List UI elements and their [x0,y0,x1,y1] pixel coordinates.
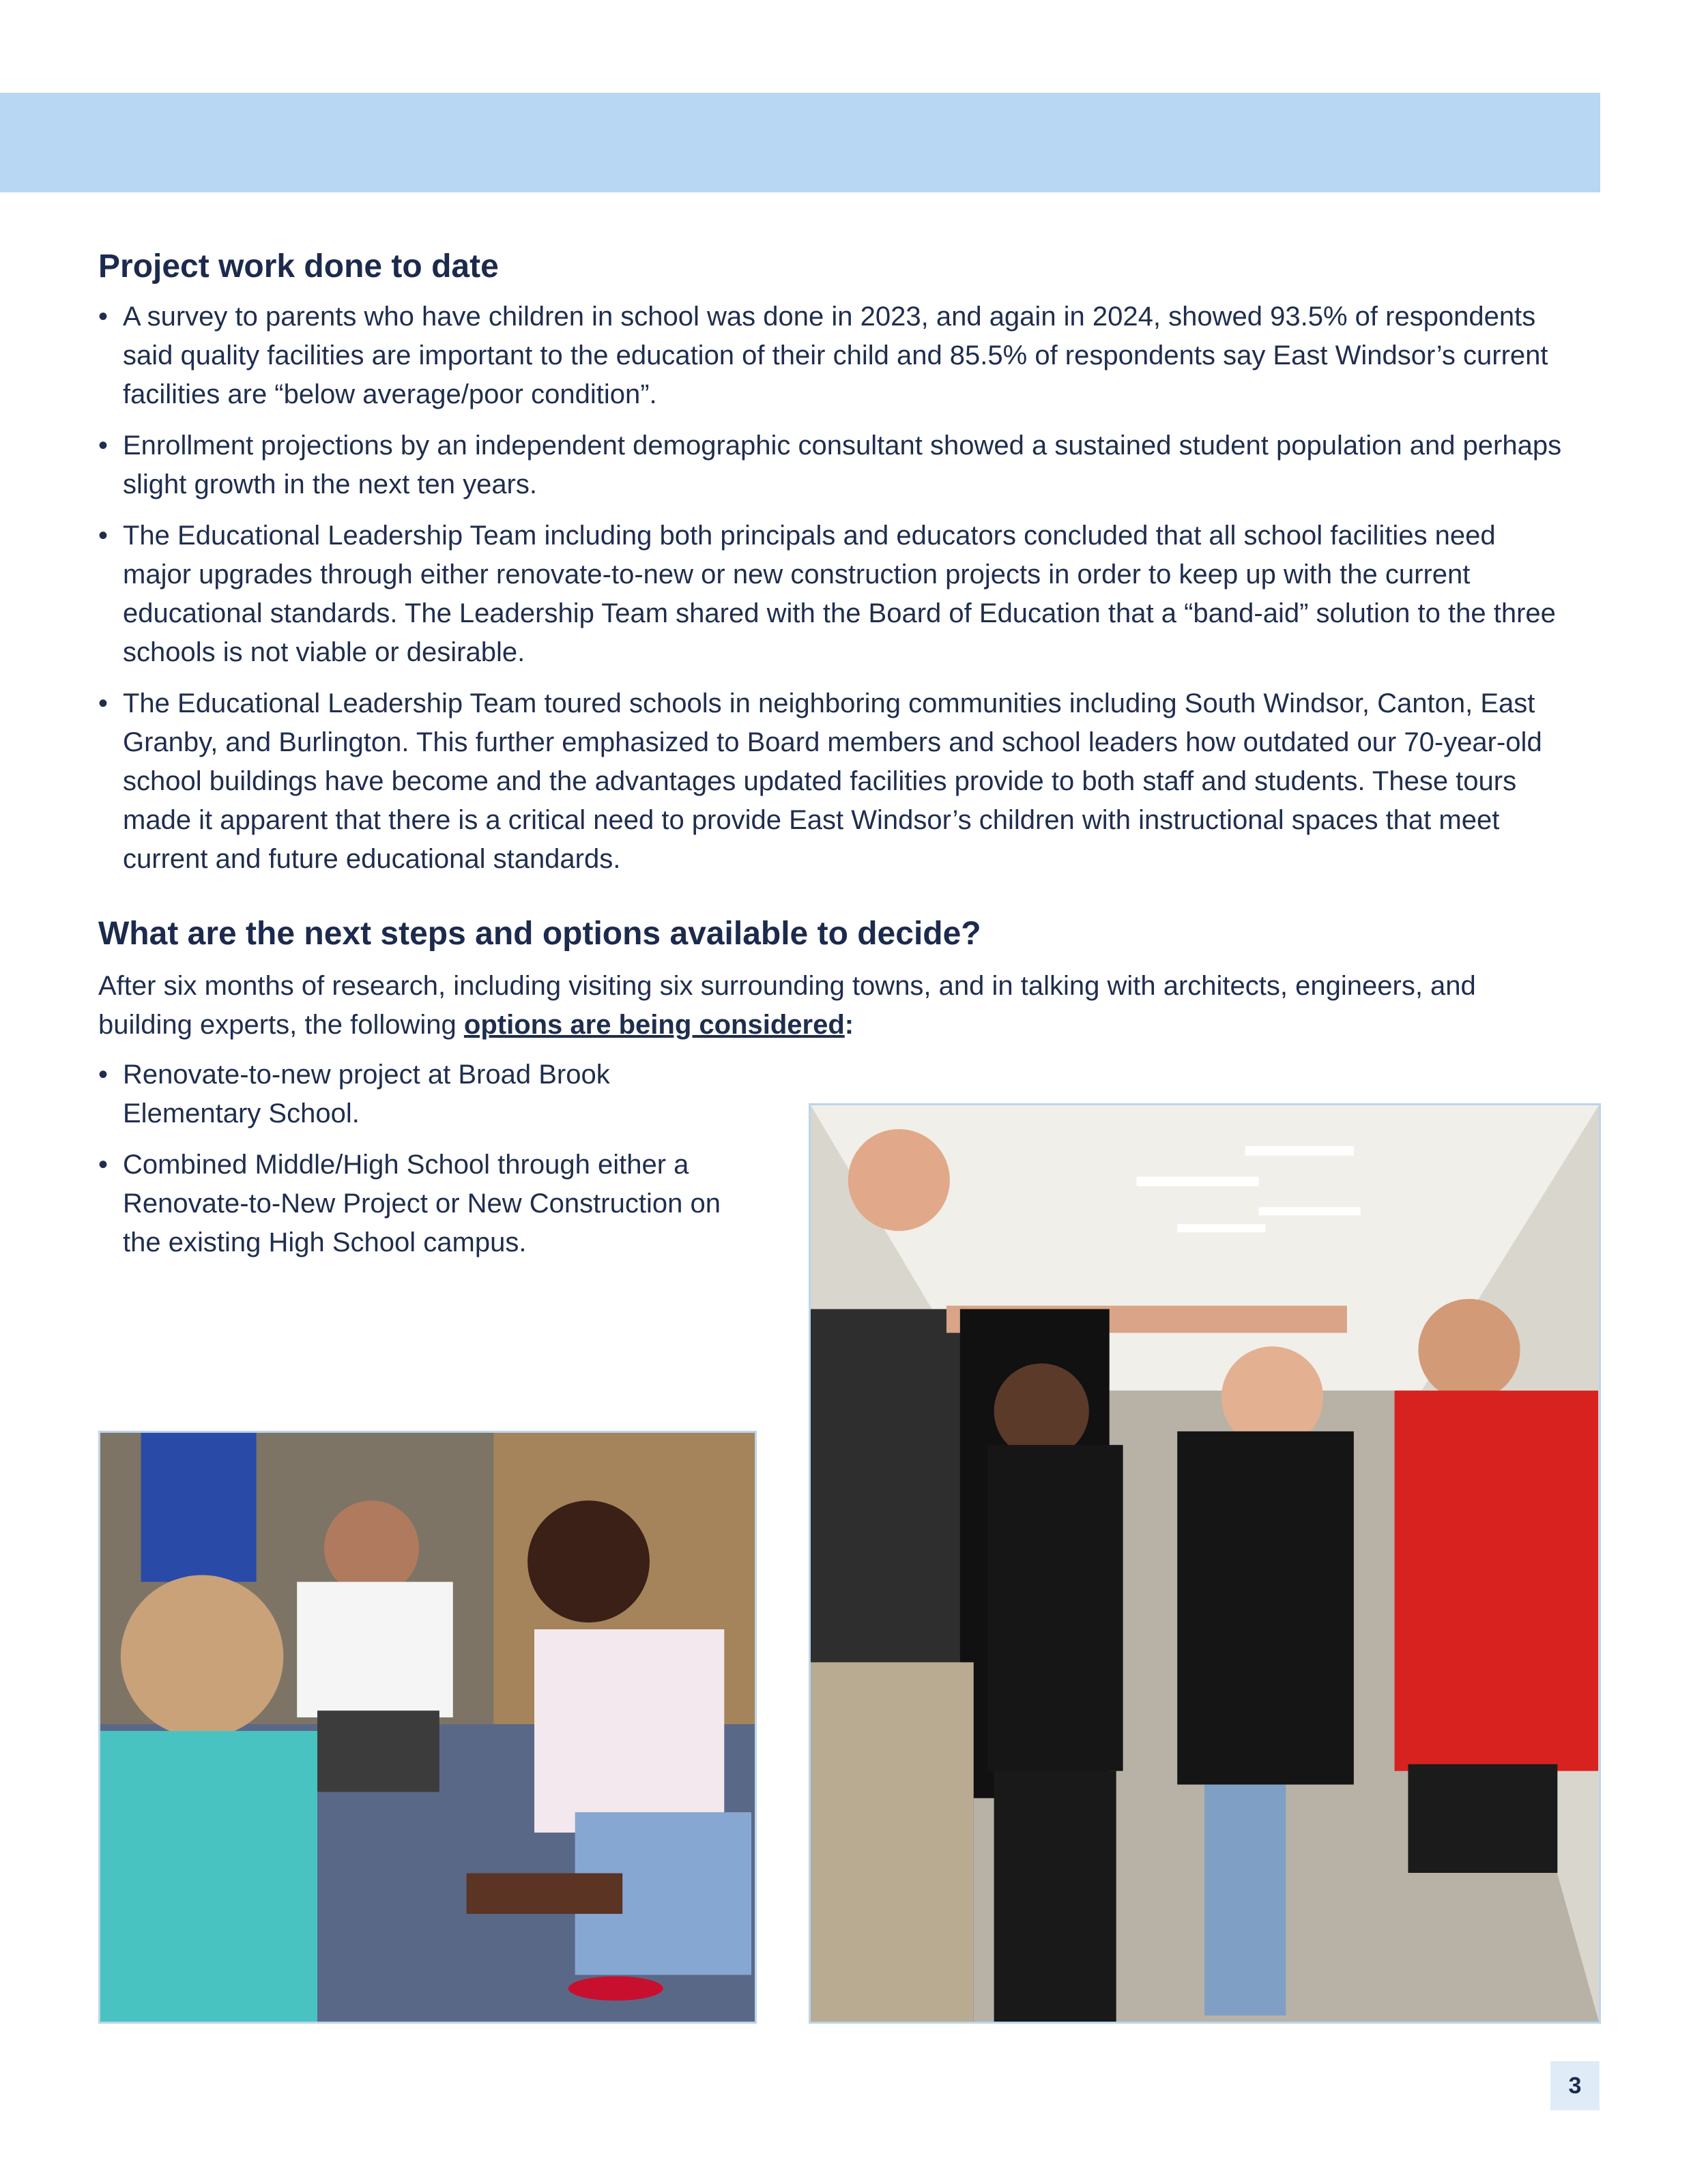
next-steps-intro [98,967,1565,1045]
list-item: • The Educational Leadership Team including both principals and educators concluded that all school facilities need major upgrades through either renovate-to-new or new construction projects in order to keep up with the current educational standards. The Leadership Team shared with the Board of Education that a “band-aid” solution to the three schools is not viable or desirable. [98,516,1565,672]
project-work-list [98,297,1565,879]
photo-hallway-illustration [811,1105,1599,2022]
list-item: • Combined Middle/High School through either a Renovate-to-New Project or New Construction on the existing High School campus. [98,1146,740,1262]
header-band [0,93,1600,192]
photo-hallway-fist-bump [809,1103,1601,2024]
photo-classroom-illustration [100,1433,755,2022]
list-item: • A survey to parents who have children in school was done in 2023, and again in 2024, showed 93.5% of respondents said quality facilities are important to the education of their child and 85.5% of respondents say East Windsor’s current facilities are “below average/poor condition”. [98,297,1565,414]
photo-children-sitting [98,1431,757,2024]
list-item: • Enrollment projections by an independent demographic consultant showed a sustained student population and perhaps slight growth in the next ten years. [98,426,1565,504]
options-emphasis: options are being considered [463,1009,845,1040]
list-item: • The Educational Leadership Team toured schools in neighboring communities including South Windsor, Canton, East Granby, and Burlington. This further emphasized to Board members and school leaders how outdated our 70-year-old school buildings have become and the advantages updated facilities provide to both staff and students. These tours made it apparent that there is a critical need to provide East Windsor’s children with instructional spaces that meet current and future educational standards. [98,684,1565,879]
list-item: • Renovate-to-new project at Broad Brook Elementary School. [98,1055,740,1133]
page-number: 3 [1550,2061,1600,2110]
section-heading-next-steps: What are the next steps and options available to decide? [98,916,981,952]
options-list [98,1055,740,1262]
intro-text: After six months of research, including visiting six surrounding towns, and in talking with architects, engineers, and building experts, the following [98,970,1476,1040]
section-heading-project-work: Project work done to date [98,248,499,285]
intro-colon: : [844,1009,854,1040]
